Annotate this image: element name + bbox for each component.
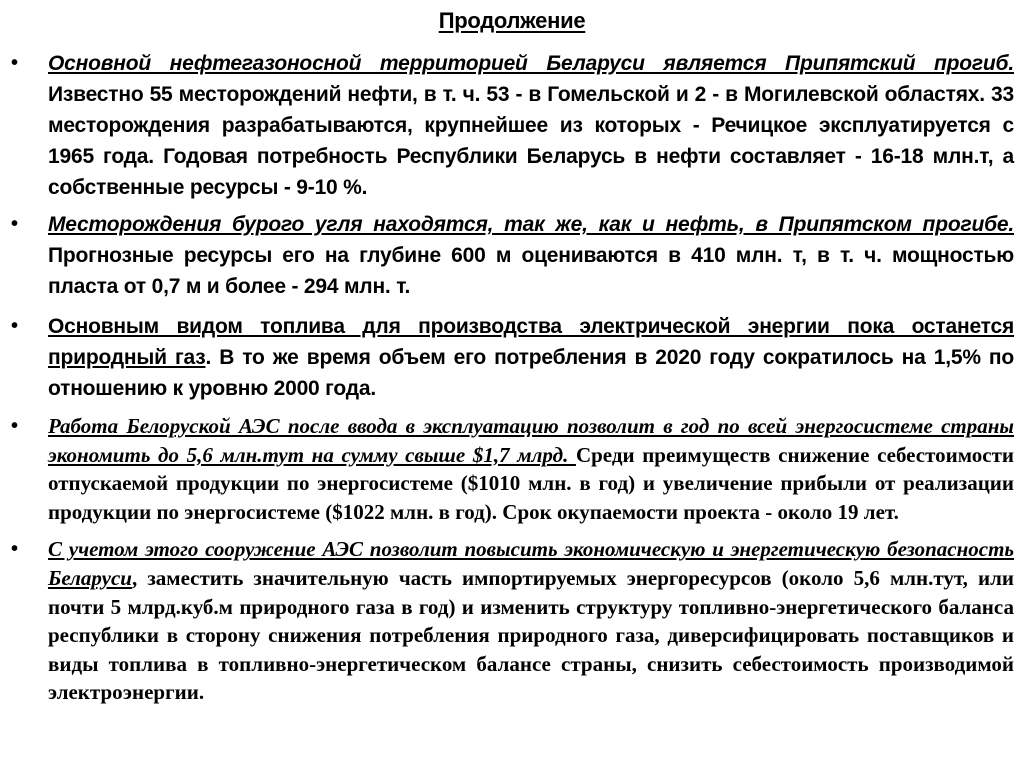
body-text: . В то же время объем его потребления в 2020 году сократилось на 1,5% по отношению к уровню 2000 года. [48, 346, 1014, 400]
slide-title: Продолжение [438, 8, 586, 33]
emphasis-text: С учетом этого сооружение АЭС позволит повысить экономическую и энергетическую безопасность Беларуси [48, 537, 1014, 590]
bullet-icon: • [11, 538, 19, 561]
body-text: Известно 55 месторождений нефти, в т. ч. 53 - в Гомельской и 2 - в Могилевской областях. 33 месторождения разрабатываются, крупнейшее из которых - Речицкое эксплуатируется с 1965 года. Годовая потребность Республики Беларусь в нефти составляет - 16-18 млн.т, а собственные ресурсы - 9-10 %. [48, 83, 1014, 199]
bullet-item-npp-security [11, 535, 1014, 707]
body-text: Среди преимуществ снижение себестоимости отпускаемой продукции по энергосистеме ($1010 млн. в год) и увеличение прибыли от реализации продукции по энергосистеме ($1022 млн. в год). Срок окупаемости проекта - около 19 лет. [48, 442, 1014, 524]
emphasis-text: Основной нефтегазоносной территорией Беларуси является Припятский прогиб. [48, 52, 1014, 75]
bullet-item-natural-gas [11, 311, 1014, 404]
body-text: , заместить значительную часть импортируемых энергоресурсов (около 5,6 млн.тут, или почти 5 млрд.куб.м природного газа в год) и изменить структуру топливно-энергетического баланса республики в сторону снижения потребления природного газа, диверсифицировать поставщиков и виды топлива в топливно-энергетическом балансе страны, снизить себестоимость производимой электроэнергии. [48, 565, 1014, 705]
emphasis-text: Основным видом топлива для производства электрической энергии пока останется природный газ [48, 315, 1014, 369]
bullet-icon: • [11, 213, 18, 235]
bullet-item-brown-coal [11, 209, 1014, 302]
bullet-icon: • [11, 415, 19, 437]
emphasis-text: Работа Белоруской АЭС после ввода в эксплуатацию позволит в год по всей энергосистеме страны экономить до 5,6 млн.тут на сумму свыше $1,7 млрд. [48, 414, 1014, 467]
bullet-item-oil [11, 48, 1014, 203]
body-text: Прогнозные ресурсы его на глубине 600 м оцениваются в 410 млн. т, в т. ч. мощностью пласта от 0,7 м и более - 294 млн. т. [48, 244, 1014, 298]
bullet-item-npp-operation [11, 412, 1014, 526]
bullet-icon: • [11, 52, 18, 74]
bullet-list [0, 48, 1024, 707]
bullet-icon: • [11, 315, 18, 337]
emphasis-text: Месторождения бурого угля находятся, так же, как и нефть, в Припятском прогибе. [48, 213, 1014, 236]
